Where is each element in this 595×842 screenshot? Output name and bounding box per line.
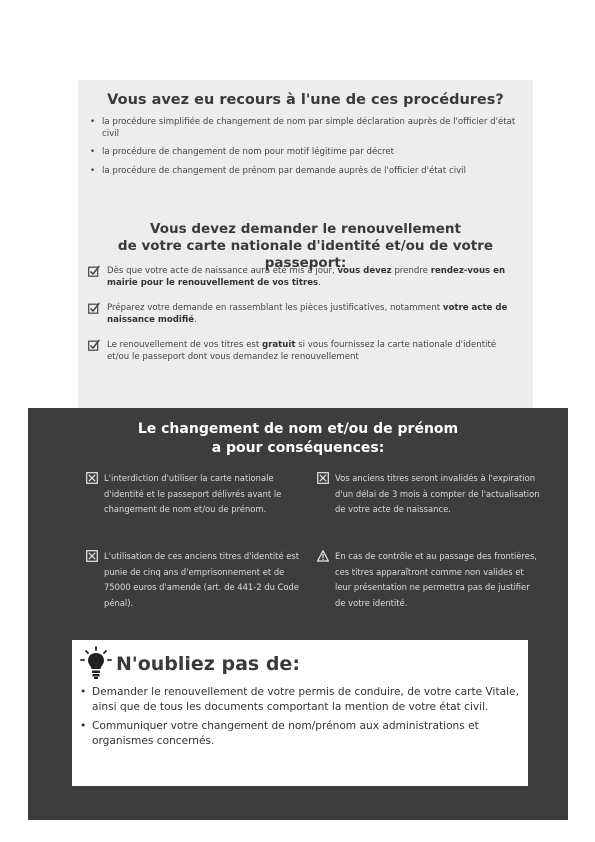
reminder-list <box>78 685 520 753</box>
lightbulb-icon <box>80 646 112 680</box>
consequence-text: En cas de contrôle et au passage des frontières, ces titres apparaîtront comme non valides et leur présentation ne permettra pas de justifier de votre identité. <box>335 551 537 608</box>
consequence-text: Vos anciens titres seront invalidés à l'expiration d'un délai de 3 mois à compter de l'actualisation de votre acte de naissance. <box>335 473 540 514</box>
x-box-icon <box>86 472 98 484</box>
consequence-item <box>86 471 309 518</box>
step-bold: vous devez <box>337 266 392 276</box>
step-bold: rendez-vous en mairie pour le renouvellement de vos titres <box>107 266 506 288</box>
procedure-item: • la procédure simplifiée de changement de nom par simple déclaration auprès de l'officier d'état civil <box>88 117 519 140</box>
procedures-list <box>88 117 519 184</box>
checkbox-checked-icon <box>88 339 100 351</box>
step-text: Dès que votre acte de naissance aura été mis à jour, <box>107 266 338 276</box>
consequence-item <box>86 549 309 611</box>
step-bold: gratuit <box>261 340 296 350</box>
consequences-title <box>28 420 568 458</box>
consequence-item <box>317 471 540 518</box>
step-item <box>88 339 517 363</box>
step-text: si vous fournissez la carte nationale d'identité et/ou le passeport dont vous demandez le renouvellement <box>107 340 497 362</box>
step-item <box>88 302 517 326</box>
consequence-item <box>317 549 540 611</box>
reminder-item: • Communiquer votre changement de nom/prénom aux administrations et organismes concernés. <box>78 719 520 748</box>
x-box-icon <box>317 472 329 484</box>
step-bold: votre acte de naissance modifié <box>107 303 508 325</box>
x-box-icon <box>86 550 98 562</box>
reminder-box <box>72 640 528 786</box>
reminder-item: • Demander le renouvellement de votre permis de conduire, de votre carte Vitale, ainsi que de tous les documents comportant la mention de votre état civil. <box>78 685 520 714</box>
step-text: . <box>194 315 197 325</box>
step-item <box>88 265 517 289</box>
procedures-panel <box>78 80 533 408</box>
consequences-title-line: Le changement de nom et/ou de prénom <box>137 421 459 437</box>
step-text: . <box>318 278 321 288</box>
consequences-title-line: a pour conséquences: <box>211 440 385 456</box>
procedures-title: Vous avez eu recours à l'une de ces procédures? <box>107 92 504 108</box>
procedure-item: • la procédure de changement de prénom par demande auprès de l'officier d'état civil <box>88 166 519 178</box>
reminder-title: N'oubliez pas de: <box>116 653 300 675</box>
step-text: prendre <box>391 266 431 276</box>
step-text: Le renouvellement de vos titres est <box>107 340 262 350</box>
steps-list <box>88 265 517 376</box>
renewal-title-line: de votre carte nationale d'identité et/ou de votre passeport: <box>117 238 494 271</box>
procedure-item: • la procédure de changement de nom pour motif légitime par décret <box>88 147 519 159</box>
warning-triangle-icon <box>317 550 329 562</box>
step-text: Préparez votre demande en rassemblant les pièces justificatives, notamment <box>107 303 443 313</box>
checkbox-checked-icon <box>88 302 100 314</box>
consequence-text: L'utilisation de ces anciens titres d'identité est punie de cinq ans d'emprisonnement et de 75000 euros d'amende (art. de 441-2 du Code pénal). <box>104 551 300 608</box>
checkbox-checked-icon <box>88 265 100 277</box>
consequences-panel <box>28 408 568 820</box>
renewal-title-line: Vous devez demander le renouvellement <box>150 221 461 237</box>
consequence-text: L'interdiction d'utiliser la carte nationale d'identité et le passeport délivrés avant le changement de nom et/ou de prénom. <box>104 473 282 514</box>
